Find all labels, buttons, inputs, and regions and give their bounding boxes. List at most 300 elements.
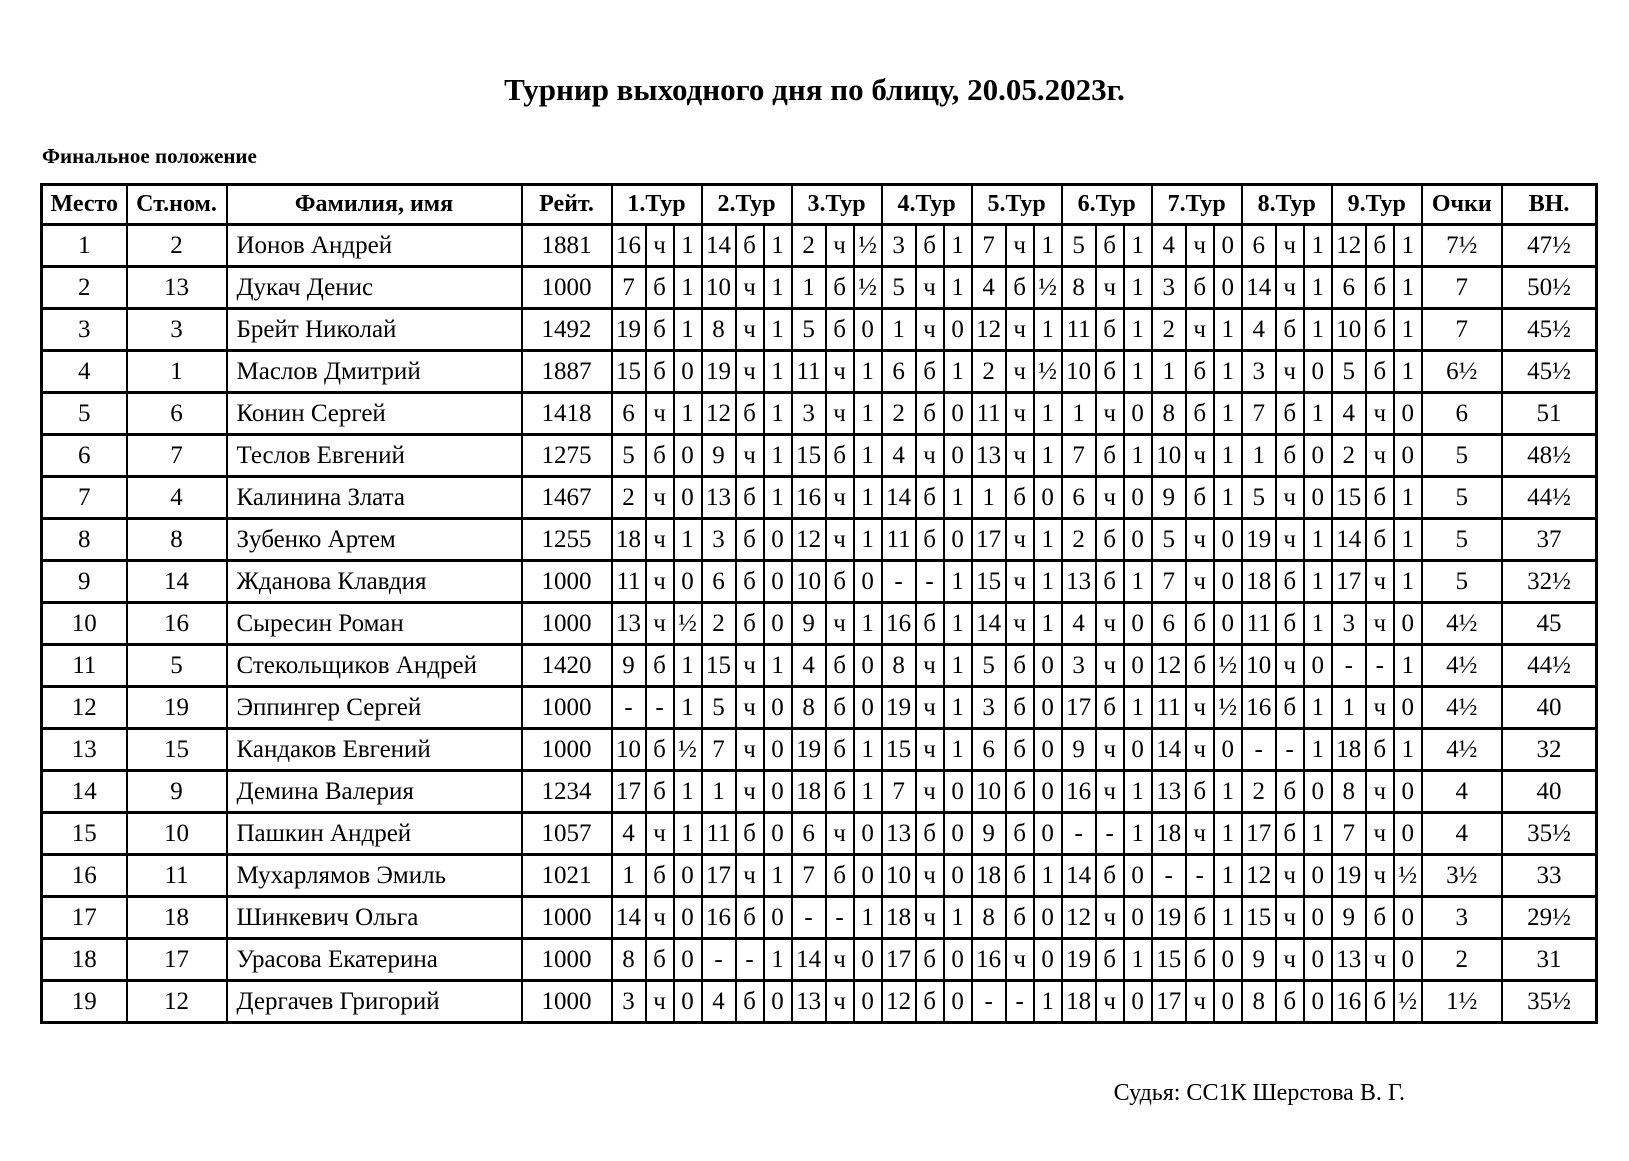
round-result-cell: 0 xyxy=(1394,603,1422,645)
round-color-cell: ч xyxy=(1006,561,1034,603)
round-opponent-cell: 16 xyxy=(792,477,826,519)
round-color-cell: ч xyxy=(736,687,764,729)
round-opponent-cell: 18 xyxy=(1242,561,1276,603)
round-result-cell: 1 xyxy=(1124,309,1152,351)
round-color-cell: б xyxy=(1096,939,1124,981)
start-number-cell: 7 xyxy=(127,435,227,477)
round-result-cell: 0 xyxy=(1304,897,1332,939)
round-result-cell: 1 xyxy=(1394,477,1422,519)
round-opponent-cell: 11 xyxy=(1062,309,1096,351)
round-opponent-cell: 9 xyxy=(1062,729,1096,771)
place-cell: 13 xyxy=(42,729,127,771)
round-color-cell: б xyxy=(1186,897,1214,939)
round-color-cell: б xyxy=(1366,309,1394,351)
table-row xyxy=(42,603,1597,645)
round-opponent-cell: 19 xyxy=(1062,939,1096,981)
buchholz-cell: 35½ xyxy=(1502,981,1597,1023)
start-number-cell: 2 xyxy=(127,225,227,267)
round-color-cell: - xyxy=(1186,855,1214,897)
round-opponent-cell: 10 xyxy=(1062,351,1096,393)
round-color-cell: б xyxy=(916,603,944,645)
round-color-cell: б xyxy=(736,897,764,939)
round-result-cell: 0 xyxy=(1304,351,1332,393)
buchholz-cell: 29½ xyxy=(1502,897,1597,939)
place-cell: 19 xyxy=(42,981,127,1023)
round-result-cell: 0 xyxy=(854,855,882,897)
round-color-cell: ч xyxy=(1276,939,1304,981)
start-number-cell: 12 xyxy=(127,981,227,1023)
points-cell: 7 xyxy=(1422,267,1502,309)
round-opponent-cell: 10 xyxy=(1242,645,1276,687)
round-result-cell: 0 xyxy=(1124,855,1152,897)
place-cell: 3 xyxy=(42,309,127,351)
table-row xyxy=(42,225,1597,267)
round-result-cell: 1 xyxy=(674,309,702,351)
points-cell: 6 xyxy=(1422,393,1502,435)
round-opponent-cell: 16 xyxy=(882,603,916,645)
round-color-cell: б xyxy=(1186,771,1214,813)
round-result-cell: 1 xyxy=(1034,561,1062,603)
buchholz-cell: 48½ xyxy=(1502,435,1597,477)
table-row xyxy=(42,351,1597,393)
round-color-cell: ч xyxy=(826,519,854,561)
col-header-round-5: 5.Тур xyxy=(972,185,1062,225)
round-opponent-cell: 9 xyxy=(1152,477,1186,519)
round-color-cell: ч xyxy=(1186,687,1214,729)
start-number-cell: 4 xyxy=(127,477,227,519)
round-result-cell: 1 xyxy=(674,771,702,813)
player-name-cell: Ионов Андрей xyxy=(227,225,522,267)
round-color-cell: ч xyxy=(916,309,944,351)
round-opponent-cell: 14 xyxy=(1332,519,1366,561)
round-opponent-cell: 7 xyxy=(612,267,646,309)
round-color-cell: б xyxy=(1276,309,1304,351)
round-opponent-cell: - xyxy=(792,897,826,939)
round-result-cell: 1 xyxy=(1394,267,1422,309)
round-opponent-cell: 10 xyxy=(972,771,1006,813)
round-result-cell: 1 xyxy=(764,477,792,519)
round-color-cell: б xyxy=(1006,687,1034,729)
table-row xyxy=(42,729,1597,771)
round-color-cell: б xyxy=(1006,267,1034,309)
rating-cell: 1492 xyxy=(522,309,612,351)
round-opponent-cell: 7 xyxy=(882,771,916,813)
round-result-cell: 0 xyxy=(1304,855,1332,897)
round-color-cell: ч xyxy=(916,771,944,813)
round-result-cell: 0 xyxy=(674,981,702,1023)
round-opponent-cell: 19 xyxy=(702,351,736,393)
round-opponent-cell: 12 xyxy=(882,981,916,1023)
round-result-cell: 1 xyxy=(1304,519,1332,561)
round-opponent-cell: 1 xyxy=(1242,435,1276,477)
standings-subtitle: Финальное положение xyxy=(42,144,257,168)
place-cell: 12 xyxy=(42,687,127,729)
round-color-cell: ч xyxy=(1366,603,1394,645)
buchholz-cell: 32 xyxy=(1502,729,1597,771)
round-result-cell: 1 xyxy=(854,435,882,477)
round-opponent-cell: 13 xyxy=(882,813,916,855)
round-color-cell: ч xyxy=(1096,477,1124,519)
round-opponent-cell: 18 xyxy=(1062,981,1096,1023)
round-opponent-cell: 5 xyxy=(1152,519,1186,561)
round-result-cell: 0 xyxy=(1034,645,1062,687)
round-result-cell: 1 xyxy=(1394,729,1422,771)
round-opponent-cell: 10 xyxy=(1152,435,1186,477)
round-color-cell: б xyxy=(1366,981,1394,1023)
round-color-cell: ч xyxy=(1006,435,1034,477)
round-color-cell: б xyxy=(826,435,854,477)
arbiter-note: Судья: СС1К Шерстова В. Г. xyxy=(1113,1080,1405,1106)
points-cell: 5 xyxy=(1422,477,1502,519)
round-result-cell: 1 xyxy=(674,225,702,267)
round-result-cell: 0 xyxy=(1394,897,1422,939)
round-color-cell: ч xyxy=(1006,309,1034,351)
round-opponent-cell: 4 xyxy=(972,267,1006,309)
round-result-cell: 0 xyxy=(944,981,972,1023)
buchholz-cell: 37 xyxy=(1502,519,1597,561)
round-result-cell: 1 xyxy=(1214,351,1242,393)
rating-cell: 1000 xyxy=(522,729,612,771)
round-result-cell: 0 xyxy=(1304,435,1332,477)
round-result-cell: 0 xyxy=(1214,225,1242,267)
round-result-cell: 1 xyxy=(674,267,702,309)
round-result-cell: 1 xyxy=(764,393,792,435)
round-color-cell: ч xyxy=(736,645,764,687)
round-color-cell: ч xyxy=(1276,267,1304,309)
table-row xyxy=(42,435,1597,477)
round-opponent-cell: 15 xyxy=(612,351,646,393)
round-result-cell: 0 xyxy=(854,561,882,603)
round-color-cell: ч xyxy=(826,813,854,855)
round-opponent-cell: 16 xyxy=(702,897,736,939)
round-opponent-cell: 17 xyxy=(1152,981,1186,1023)
place-cell: 1 xyxy=(42,225,127,267)
round-color-cell: б xyxy=(916,813,944,855)
round-opponent-cell: 15 xyxy=(1152,939,1186,981)
round-color-cell: ч xyxy=(646,477,674,519)
round-color-cell: б xyxy=(916,939,944,981)
round-color-cell: б xyxy=(1366,897,1394,939)
player-name-cell: Жданова Клавдия xyxy=(227,561,522,603)
player-name-cell: Конин Сергей xyxy=(227,393,522,435)
round-result-cell: 1 xyxy=(944,477,972,519)
round-opponent-cell: 18 xyxy=(792,771,826,813)
round-opponent-cell: 7 xyxy=(702,729,736,771)
points-cell: 4 xyxy=(1422,813,1502,855)
round-color-cell: - xyxy=(826,897,854,939)
round-opponent-cell: 14 xyxy=(882,477,916,519)
round-result-cell: 0 xyxy=(944,813,972,855)
start-number-cell: 16 xyxy=(127,603,227,645)
round-color-cell: б xyxy=(646,771,674,813)
round-result-cell: 1 xyxy=(1124,561,1152,603)
standings-table xyxy=(40,183,1598,1024)
round-color-cell: ч xyxy=(916,855,944,897)
player-name-cell: Сыресин Роман xyxy=(227,603,522,645)
buchholz-cell: 47½ xyxy=(1502,225,1597,267)
round-color-cell: - xyxy=(916,561,944,603)
round-opponent-cell: 5 xyxy=(792,309,826,351)
buchholz-cell: 35½ xyxy=(1502,813,1597,855)
round-result-cell: ½ xyxy=(854,225,882,267)
buchholz-cell: 32½ xyxy=(1502,561,1597,603)
round-color-cell: ч xyxy=(1366,939,1394,981)
round-color-cell: б xyxy=(1006,813,1034,855)
round-opponent-cell: 3 xyxy=(1242,351,1276,393)
round-color-cell: ч xyxy=(646,813,674,855)
round-result-cell: 0 xyxy=(1214,981,1242,1023)
round-result-cell: 0 xyxy=(1304,645,1332,687)
round-opponent-cell: 12 xyxy=(1332,225,1366,267)
round-result-cell: 1 xyxy=(764,435,792,477)
round-color-cell: ч xyxy=(1186,225,1214,267)
round-result-cell: 1 xyxy=(1124,771,1152,813)
round-result-cell: 1 xyxy=(1034,309,1062,351)
round-result-cell: 1 xyxy=(1304,603,1332,645)
round-color-cell: б xyxy=(1366,519,1394,561)
rating-cell: 1000 xyxy=(522,981,612,1023)
round-result-cell: 1 xyxy=(1124,813,1152,855)
round-color-cell: ч xyxy=(736,771,764,813)
round-opponent-cell: 8 xyxy=(1242,981,1276,1023)
round-result-cell: 0 xyxy=(764,813,792,855)
buchholz-cell: 40 xyxy=(1502,771,1597,813)
round-color-cell: - xyxy=(1006,981,1034,1023)
place-cell: 8 xyxy=(42,519,127,561)
buchholz-cell: 50½ xyxy=(1502,267,1597,309)
round-color-cell: б xyxy=(1276,981,1304,1023)
round-color-cell: ч xyxy=(1096,603,1124,645)
round-opponent-cell: 4 xyxy=(702,981,736,1023)
round-color-cell: б xyxy=(1186,267,1214,309)
buchholz-cell: 45½ xyxy=(1502,309,1597,351)
round-color-cell: ч xyxy=(916,729,944,771)
round-color-cell: ч xyxy=(1366,435,1394,477)
round-result-cell: 0 xyxy=(1394,939,1422,981)
round-result-cell: 1 xyxy=(944,351,972,393)
buchholz-cell: 31 xyxy=(1502,939,1597,981)
place-cell: 18 xyxy=(42,939,127,981)
round-opponent-cell: 19 xyxy=(792,729,826,771)
round-opponent-cell: 17 xyxy=(972,519,1006,561)
round-opponent-cell: 2 xyxy=(1332,435,1366,477)
round-opponent-cell: 7 xyxy=(1152,561,1186,603)
round-color-cell: ч xyxy=(1096,897,1124,939)
round-result-cell: 0 xyxy=(1394,393,1422,435)
round-opponent-cell: 2 xyxy=(702,603,736,645)
round-opponent-cell: 17 xyxy=(1332,561,1366,603)
round-result-cell: 1 xyxy=(854,393,882,435)
round-opponent-cell: 9 xyxy=(702,435,736,477)
round-color-cell: ч xyxy=(1096,771,1124,813)
player-name-cell: Урасова Екатерина xyxy=(227,939,522,981)
round-color-cell: ч xyxy=(916,267,944,309)
round-result-cell: 1 xyxy=(1034,225,1062,267)
round-color-cell: б xyxy=(1366,477,1394,519)
rating-cell: 1420 xyxy=(522,645,612,687)
round-result-cell: 0 xyxy=(674,561,702,603)
round-color-cell: б xyxy=(1096,309,1124,351)
round-result-cell: 1 xyxy=(1394,351,1422,393)
round-opponent-cell: 3 xyxy=(1062,645,1096,687)
place-cell: 14 xyxy=(42,771,127,813)
round-color-cell: ч xyxy=(1096,729,1124,771)
rating-cell: 1021 xyxy=(522,855,612,897)
round-color-cell: б xyxy=(826,729,854,771)
round-opponent-cell: 17 xyxy=(1062,687,1096,729)
round-color-cell: ч xyxy=(826,225,854,267)
round-result-cell: 1 xyxy=(854,603,882,645)
round-color-cell: б xyxy=(1096,561,1124,603)
round-opponent-cell: 10 xyxy=(792,561,826,603)
col-header-round-1: 1.Тур xyxy=(612,185,702,225)
round-color-cell: - xyxy=(646,687,674,729)
table-row xyxy=(42,519,1597,561)
round-color-cell: б xyxy=(1186,351,1214,393)
table-row xyxy=(42,477,1597,519)
round-color-cell: ч xyxy=(646,225,674,267)
round-color-cell: ч xyxy=(1366,855,1394,897)
round-result-cell: 0 xyxy=(1394,687,1422,729)
col-header-round-7: 7.Тур xyxy=(1152,185,1242,225)
round-result-cell: 0 xyxy=(1124,897,1152,939)
round-opponent-cell: 13 xyxy=(612,603,646,645)
round-result-cell: 0 xyxy=(1304,477,1332,519)
round-color-cell: ч xyxy=(1366,393,1394,435)
round-color-cell: ч xyxy=(1276,897,1304,939)
round-color-cell: ч xyxy=(1366,813,1394,855)
round-result-cell: 1 xyxy=(1214,309,1242,351)
round-result-cell: 0 xyxy=(674,351,702,393)
round-opponent-cell: 6 xyxy=(792,813,826,855)
rating-cell: 1418 xyxy=(522,393,612,435)
rating-cell: 1255 xyxy=(522,519,612,561)
round-opponent-cell: - xyxy=(612,687,646,729)
round-color-cell: ч xyxy=(1186,519,1214,561)
round-result-cell: ½ xyxy=(1214,687,1242,729)
round-opponent-cell: 14 xyxy=(1152,729,1186,771)
round-opponent-cell: 13 xyxy=(1332,939,1366,981)
round-opponent-cell: 12 xyxy=(1152,645,1186,687)
round-color-cell: ч xyxy=(826,603,854,645)
round-color-cell: б xyxy=(1276,813,1304,855)
round-result-cell: 0 xyxy=(674,897,702,939)
start-number-cell: 19 xyxy=(127,687,227,729)
round-color-cell: ч xyxy=(1276,855,1304,897)
round-opponent-cell: 19 xyxy=(1242,519,1276,561)
round-result-cell: 0 xyxy=(1034,897,1062,939)
round-result-cell: 1 xyxy=(1214,813,1242,855)
round-result-cell: 0 xyxy=(1034,939,1062,981)
round-opponent-cell: 5 xyxy=(1242,477,1276,519)
round-color-cell: ч xyxy=(1186,435,1214,477)
rating-cell: 1000 xyxy=(522,561,612,603)
round-color-cell: б xyxy=(1186,645,1214,687)
col-header-round-4: 4.Тур xyxy=(882,185,972,225)
round-color-cell: б xyxy=(1006,477,1034,519)
round-result-cell: 0 xyxy=(1124,519,1152,561)
round-color-cell: ч xyxy=(646,393,674,435)
round-opponent-cell: 15 xyxy=(882,729,916,771)
points-cell: 2 xyxy=(1422,939,1502,981)
round-color-cell: ч xyxy=(1006,519,1034,561)
round-color-cell: б xyxy=(646,939,674,981)
round-opponent-cell: 13 xyxy=(702,477,736,519)
round-color-cell: ч xyxy=(826,939,854,981)
round-result-cell: 1 xyxy=(1304,729,1332,771)
player-name-cell: Демина Валерия xyxy=(227,771,522,813)
round-opponent-cell: 5 xyxy=(702,687,736,729)
round-result-cell: 0 xyxy=(1124,393,1152,435)
start-number-cell: 3 xyxy=(127,309,227,351)
round-result-cell: 0 xyxy=(1214,729,1242,771)
round-color-cell: ч xyxy=(916,435,944,477)
round-result-cell: ½ xyxy=(674,729,702,771)
round-color-cell: ч xyxy=(1186,309,1214,351)
round-color-cell: ч xyxy=(736,729,764,771)
round-opponent-cell: 6 xyxy=(972,729,1006,771)
col-header-rating: Рейт. xyxy=(522,185,612,225)
player-name-cell: Зубенко Артем xyxy=(227,519,522,561)
round-result-cell: 0 xyxy=(1214,267,1242,309)
round-opponent-cell: 9 xyxy=(972,813,1006,855)
round-color-cell: б xyxy=(1096,519,1124,561)
table-row xyxy=(42,393,1597,435)
round-opponent-cell: 19 xyxy=(612,309,646,351)
buchholz-cell: 45½ xyxy=(1502,351,1597,393)
round-opponent-cell: 5 xyxy=(882,267,916,309)
round-result-cell: 1 xyxy=(674,645,702,687)
round-opponent-cell: 1 xyxy=(1332,687,1366,729)
round-opponent-cell: - xyxy=(702,939,736,981)
buchholz-cell: 45 xyxy=(1502,603,1597,645)
round-opponent-cell: 1 xyxy=(882,309,916,351)
round-color-cell: ч xyxy=(1096,267,1124,309)
round-opponent-cell: 18 xyxy=(882,897,916,939)
round-result-cell: 0 xyxy=(764,519,792,561)
round-opponent-cell: 2 xyxy=(1062,519,1096,561)
round-opponent-cell: 7 xyxy=(972,225,1006,267)
round-color-cell: б xyxy=(826,687,854,729)
round-color-cell: ч xyxy=(1096,981,1124,1023)
round-result-cell: 0 xyxy=(764,771,792,813)
buchholz-cell: 33 xyxy=(1502,855,1597,897)
round-color-cell: б xyxy=(1006,729,1034,771)
round-opponent-cell: 19 xyxy=(1332,855,1366,897)
round-color-cell: б xyxy=(736,813,764,855)
round-opponent-cell: 8 xyxy=(612,939,646,981)
round-opponent-cell: 3 xyxy=(612,981,646,1023)
round-opponent-cell: 6 xyxy=(612,393,646,435)
round-color-cell: ч xyxy=(1276,645,1304,687)
round-result-cell: 0 xyxy=(1214,939,1242,981)
round-result-cell: ½ xyxy=(1214,645,1242,687)
round-color-cell: б xyxy=(1006,855,1034,897)
round-color-cell: б xyxy=(916,225,944,267)
table-row xyxy=(42,981,1597,1023)
round-color-cell: б xyxy=(646,351,674,393)
round-color-cell: б xyxy=(1096,351,1124,393)
round-opponent-cell: 1 xyxy=(702,771,736,813)
round-opponent-cell: 17 xyxy=(1242,813,1276,855)
round-color-cell: б xyxy=(1096,687,1124,729)
round-result-cell: 0 xyxy=(1124,729,1152,771)
points-cell: 4½ xyxy=(1422,729,1502,771)
points-cell: 7 xyxy=(1422,309,1502,351)
col-header-buchholz: ВН. xyxy=(1502,185,1597,225)
round-result-cell: 1 xyxy=(854,519,882,561)
round-color-cell: б xyxy=(736,477,764,519)
